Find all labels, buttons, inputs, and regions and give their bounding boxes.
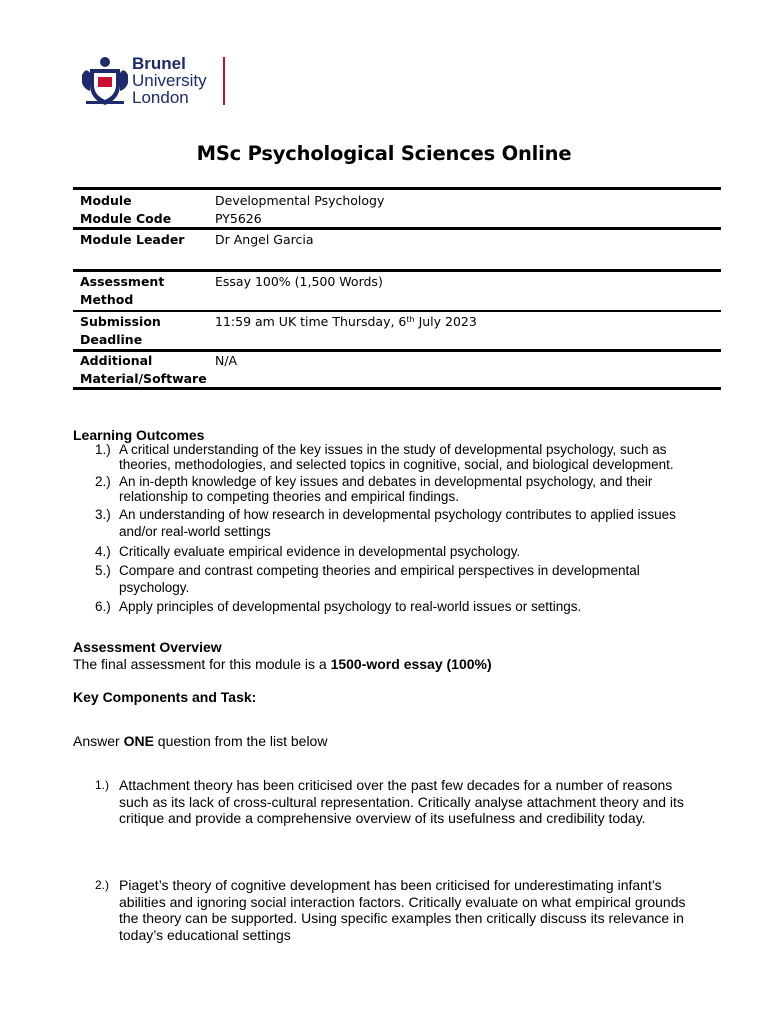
module-leader-value: Dr Angel Garcia — [215, 232, 314, 247]
submission-deadline-value — [215, 313, 477, 331]
answer-text-end: question from the list below — [153, 733, 328, 749]
list-number: 1.) — [95, 442, 111, 457]
answer-text: Answer — [73, 733, 124, 749]
additional-material-label-2: Material/Software — [80, 371, 207, 386]
module-label: Module — [80, 193, 132, 208]
list-text: An understanding of how research in developmental psychology contributes to applied issues and/or real-world settings — [119, 507, 676, 539]
list-text: Critically evaluate empirical evidence in developmental psychology. — [119, 544, 521, 559]
additional-material-label-1: Additional — [80, 353, 153, 368]
additional-material-value: N/A — [215, 353, 238, 368]
table-rule — [73, 349, 721, 352]
table-rule — [73, 227, 721, 230]
assessment-overview-text — [73, 656, 492, 673]
table-rule — [73, 269, 721, 272]
logo-line-1: Brunel — [132, 54, 186, 73]
question-text: Attachment theory has been criticised over the past few decades for a number of reasons such as its lack of cross-cultural representation. Critically analyse attachment theory and its critique and provide a comprehensive overview of its usefulness and credibility today. — [119, 777, 684, 826]
list-number: 3.) — [95, 507, 111, 522]
assessment-method-value: Essay 100% (1,500 Words) — [215, 274, 383, 289]
answer-instruction — [73, 733, 327, 750]
module-code-label: Module Code — [80, 211, 172, 226]
university-crest-icon — [80, 55, 130, 107]
list-text: Compare and contrast competing theories and empirical perspectives in developmental psychology. — [119, 563, 640, 595]
question-number: 2.) — [95, 878, 110, 892]
list-item — [73, 562, 693, 596]
list-item — [73, 543, 693, 560]
overview-text: The final assessment for this module is a — [73, 656, 331, 672]
answer-emphasis: ONE — [123, 733, 154, 749]
list-number: 5.) — [95, 563, 111, 578]
question-number: 1.) — [95, 778, 110, 792]
deadline-superscript: th — [406, 315, 415, 324]
list-text: An in-depth knowledge of key issues and debates in developmental psychology, and their relationship to competing theories and empirical findings. — [119, 474, 653, 504]
list-text: Apply principles of developmental psychology to real-world issues or settings. — [119, 599, 582, 614]
key-components-heading: Key Components and Task: — [73, 689, 257, 705]
assessment-overview-heading: Assessment Overview — [73, 639, 222, 655]
list-item — [73, 442, 693, 472]
list-number: 2.) — [95, 474, 111, 489]
question-text: Piaget’s theory of cognitive development has been criticised for underestimating infant’s abilities and ignoring social interaction factors. Critically evaluate on what empirical grounds the theory can be supported. Using specific examples then critically discuss its relevance in today’s educational settings — [119, 877, 686, 943]
learning-outcomes-heading: Learning Outcomes — [73, 427, 205, 443]
module-value: Developmental Psychology — [215, 193, 385, 208]
page-title: MSc Psychological Sciences Online — [196, 142, 572, 165]
learning-outcomes-list — [73, 442, 693, 615]
deadline-text: 11:59 am UK time Thursday, 6 — [215, 314, 407, 329]
assessment-method-label-1: Assessment — [80, 274, 165, 289]
list-item — [73, 474, 693, 504]
deadline-text-end: July 2023 — [414, 314, 477, 329]
list-text: A critical understanding of the key issues in the study of developmental psychology, such as theories, methodologies, and selected topics in cognitive, social, and biological development. — [119, 442, 674, 472]
logo-line-2: University — [132, 71, 207, 90]
overview-emphasis: 1500-word essay (100%) — [330, 656, 492, 672]
table-rule — [73, 387, 721, 390]
module-code-value: PY5626 — [215, 211, 262, 226]
assessment-method-label-2: Method — [80, 292, 134, 307]
logo-divider — [223, 57, 225, 105]
submission-deadline-label-1: Submission — [80, 314, 161, 329]
submission-deadline-label-2: Deadline — [80, 332, 143, 347]
table-rule — [73, 187, 721, 190]
module-leader-label: Module Leader — [80, 232, 185, 247]
table-rule — [73, 310, 721, 312]
logo-line-3: London — [132, 88, 189, 107]
list-item — [73, 598, 693, 615]
list-number: 4.) — [95, 544, 111, 559]
logo-wordmark — [132, 55, 207, 106]
university-logo — [80, 55, 230, 110]
list-item — [73, 506, 693, 540]
list-number: 6.) — [95, 599, 111, 614]
